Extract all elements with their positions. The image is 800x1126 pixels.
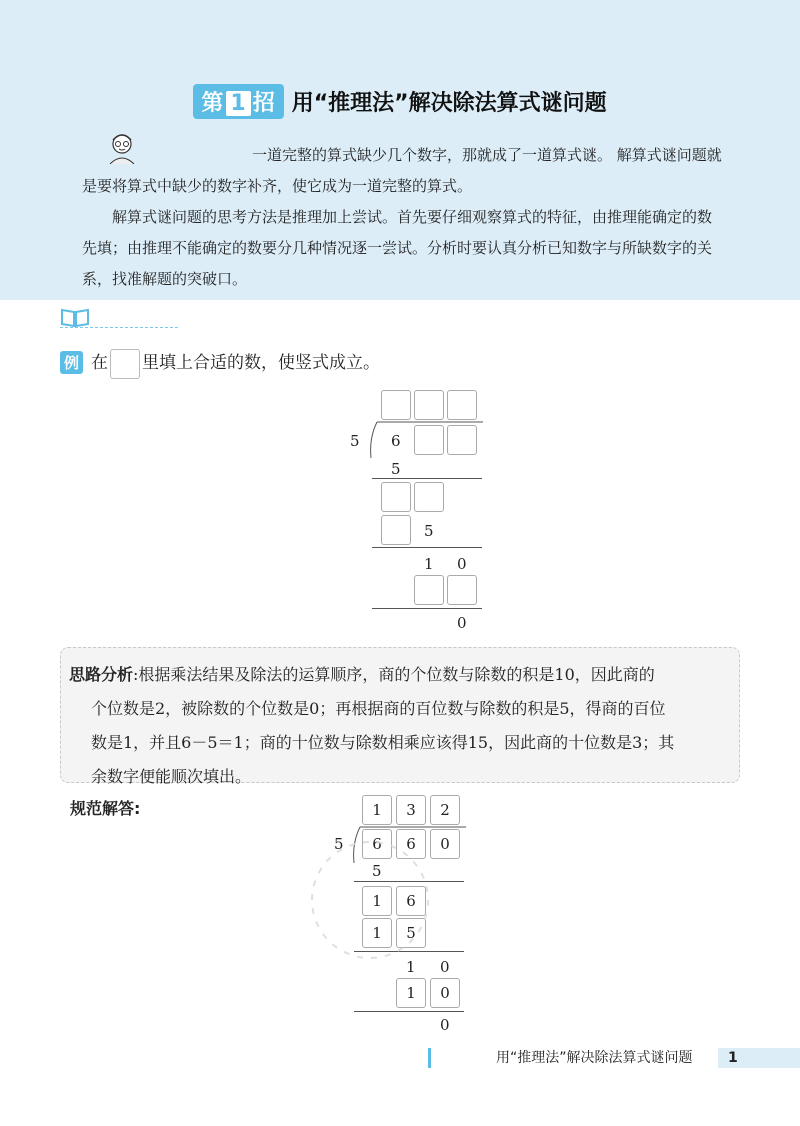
answer-remainder-1b: 6: [396, 886, 426, 916]
rule-2: [372, 547, 482, 548]
answer-quotient-3: 2: [430, 795, 460, 825]
answer-subtrahend-1: 5: [372, 862, 382, 880]
rule-3: [372, 608, 482, 609]
analysis-line-4: 余数字便能顺次填出。: [91, 767, 252, 786]
answer-divisor: 5: [334, 835, 344, 853]
subtrahend-box-2[interactable]: [381, 515, 411, 545]
example-prompt: [60, 348, 380, 379]
footer-accent: [428, 1048, 431, 1068]
answer-rule-3: [354, 1011, 464, 1012]
subtrahend-1: 5: [391, 460, 401, 478]
footer-title: 用“推理法”解决除法算式谜问题: [496, 1050, 693, 1066]
title-text: 用“推理法”解决除法算式谜问题: [291, 91, 607, 116]
answer-subtrahend-2b: 5: [396, 918, 426, 948]
blank-box-sample: [110, 349, 140, 379]
answer-quotient-1: 1: [362, 795, 392, 825]
quotient-box-3[interactable]: [447, 390, 477, 420]
analysis-line-3: 数是1，并且6－5＝1；商的十位数与除数相乘应该得15，因此商的十位数是3；其: [91, 733, 675, 752]
remainder-2-digit-1: 1: [424, 555, 434, 573]
dividend-box-3[interactable]: [447, 425, 477, 455]
remainder-box-2[interactable]: [414, 482, 444, 512]
rule-1: [372, 478, 482, 479]
analysis-line-2: 个位数是2，被除数的个位数是0；再根据商的百位数与除数的积是5，得商的百位: [91, 699, 666, 718]
tag-suffix: 招: [252, 91, 276, 116]
analysis-box: [60, 647, 740, 786]
answer-dividend-2: 6: [396, 829, 426, 859]
answer-remainder-2b: 0: [440, 958, 450, 976]
answer-dividend-3: 0: [430, 829, 460, 859]
remainder-box-1[interactable]: [381, 482, 411, 512]
answer-label: 规范解答:: [70, 799, 141, 818]
chapter-tag: [193, 84, 283, 119]
analysis-text: [69, 658, 729, 794]
answer-remainder-1a: 1: [362, 886, 392, 916]
answer-subtrahend-2a: 1: [362, 918, 392, 948]
intro-paragraph-2: 解算式谜问题的思考方法是推理加上尝试。首先要仔细观察算式的特征，由推理能确定的数先填；由推理不能确定的数要分几种情况逐一尝试。分析时要认真分析已知数字与所缺数字的关系，找准解题的突破口。: [82, 208, 713, 288]
dividend-box-2[interactable]: [414, 425, 444, 455]
example-prefix: 在: [91, 353, 109, 373]
page-footer: [428, 1048, 800, 1068]
answer-subtrahend-3b: 0: [430, 978, 460, 1008]
answer-final-remainder: 0: [440, 1016, 450, 1034]
book-icon: [60, 306, 90, 328]
answer-subtrahend-3a: 1: [396, 978, 426, 1008]
answer-quotient-2: 3: [396, 795, 426, 825]
chapter-title: [0, 84, 800, 119]
example-suffix: 里填上合适的数，使竖式成立。: [142, 353, 381, 373]
example-tag: 例: [60, 351, 83, 374]
subtrahend-box-3b[interactable]: [447, 575, 477, 605]
quotient-box-2[interactable]: [414, 390, 444, 420]
subtrahend-2-digit: 5: [424, 522, 434, 540]
subtrahend-box-3a[interactable]: [414, 575, 444, 605]
analysis-label: 思路分析: [69, 665, 134, 684]
final-remainder: 0: [457, 614, 467, 632]
intro-paragraph-1: 一道完整的算式缺少几个数字，那就成了一道算式谜。 解算式谜问题就是要将算式中缺少的数字补齐，使它成为一道完整的算式。: [82, 146, 722, 195]
dividend-digit-1: 6: [391, 432, 401, 450]
tag-prefix: 第: [201, 91, 225, 116]
answer-remainder-2a: 1: [406, 958, 416, 976]
page-number: 1: [718, 1048, 800, 1068]
watermark-seal: [300, 830, 440, 970]
remainder-2-digit-2: 0: [457, 555, 467, 573]
quotient-box-1[interactable]: [381, 390, 411, 420]
tag-number: 1: [226, 91, 250, 116]
section-divider: [60, 327, 178, 328]
analysis-line-1: :根据乘法结果及除法的运算顺序，商的个位数与除数的积是10，因此商的: [133, 665, 655, 684]
answer-dividend-1: 6: [362, 829, 392, 859]
divisor: 5: [350, 432, 360, 450]
